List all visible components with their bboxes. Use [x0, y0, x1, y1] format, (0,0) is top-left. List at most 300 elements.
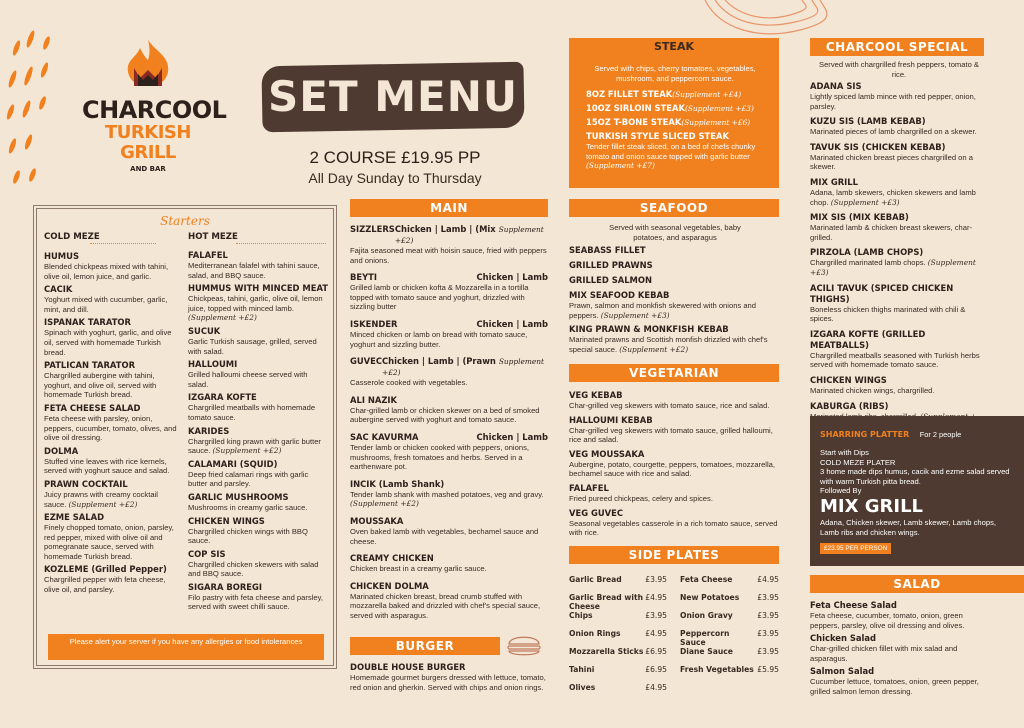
- item-desc-text: Marinated prawns and Scottish monfish drizzled with chef's special sauce.: [569, 335, 768, 354]
- item-options-text: Chicken | Lamb: [476, 272, 548, 283]
- item-name: GRILLED SALMON: [569, 275, 653, 285]
- item-desc-text: Lightly spiced lamb mince with red pepper, onion, parsley.: [810, 92, 976, 111]
- menu-item: [810, 600, 980, 630]
- item-desc: [350, 564, 548, 574]
- item-desc-text: Cucumber lettuce, tomatoes, onion, green pepper, grilled salmon lemon dressing.: [810, 677, 979, 696]
- menu-item: [188, 549, 328, 579]
- item-desc: [569, 335, 779, 354]
- menu-item: [188, 582, 328, 612]
- item-desc: [188, 370, 328, 389]
- item-name: 15OZ T-BONE STEAK: [586, 117, 682, 127]
- vegetarian-list: [569, 390, 779, 542]
- item-desc: [569, 426, 779, 445]
- cold-divider: [90, 243, 156, 244]
- item-name: SAC KAVURMA: [350, 431, 419, 442]
- item-name: HUMMUS WITH MINCED MEAT: [188, 283, 329, 294]
- menu-item: [350, 432, 548, 472]
- burger-heading: BURGER: [350, 637, 500, 655]
- item-name: IZGARA KOFTE: [188, 392, 257, 403]
- sharing-line-2: COLD MEZE PLATER: [820, 457, 896, 467]
- item-desc-text: Boneless chicken thighs marinated with chili & spices.: [810, 304, 966, 324]
- item-options: [382, 356, 548, 378]
- salad-heading: SALAD: [810, 575, 1024, 593]
- item-desc: [350, 406, 548, 425]
- menu-item: [569, 324, 779, 354]
- item-desc: [44, 371, 180, 400]
- item-name: CACIK: [44, 284, 73, 295]
- menu-item: [810, 81, 984, 111]
- item-desc-text: Tender lamb shank with mashed potatoes, veg and gravy.: [350, 489, 544, 499]
- menu-item: [810, 329, 984, 370]
- sharing-title: SHARRING PLATTER: [820, 430, 910, 439]
- item-desc-text: Yoghurt mixed with cucumber, garlic, mint, and dill.: [44, 295, 168, 314]
- price-line: 2 COURSE £19.95 PP: [309, 148, 481, 167]
- item-desc: [44, 457, 180, 476]
- menu-item: [569, 260, 779, 271]
- supplement: (Supplement +£2): [350, 499, 419, 509]
- item-desc: [810, 188, 984, 207]
- menu-item: [586, 103, 776, 114]
- item-name: Feta Cheese Salad: [810, 600, 897, 610]
- side-plate-name: Garlic Bread with Cheese: [569, 593, 643, 611]
- side-plate-price: £4.95: [645, 593, 667, 602]
- supplement: (Supplement +£2): [68, 499, 138, 509]
- side-plate-price: £4.95: [645, 629, 667, 638]
- item-desc-text: Seasonal vegetables casserole in a rich tomato sauce, served with rice.: [569, 518, 778, 538]
- item-name: INCIK (Lamb Shank): [350, 478, 445, 489]
- side-plate-row: [680, 593, 779, 611]
- side-plate-name: Peppercorn Sauce: [680, 629, 730, 647]
- item-name: FALAFEL: [569, 482, 609, 493]
- side-plate-name: Feta Cheese: [680, 575, 733, 584]
- menu-item: [569, 449, 779, 479]
- menu-item: [44, 564, 180, 594]
- item-name: GARLIC MUSHROOMS: [188, 491, 289, 502]
- item-desc-text: Filo pastry with feta cheese and parsley, served with sweet chilli sauce.: [188, 592, 323, 612]
- menu-item: [569, 290, 779, 320]
- burger-desc: Homemade gourmet burgers dressed with lettuce, tomato, red onion and gherkin. Served with chips and onion rings.: [350, 673, 546, 692]
- item-desc: [44, 414, 180, 443]
- side-plate-price: £6.95: [645, 647, 667, 656]
- item-desc: [188, 593, 328, 612]
- item-options: [476, 319, 548, 330]
- item-name: SUCUK: [188, 325, 221, 336]
- menu-item: [810, 116, 984, 137]
- item-name: VEG GUVEC: [569, 507, 624, 518]
- side-plate-name: Mozzarella Sticks: [569, 647, 644, 656]
- side-plate-row: [569, 647, 667, 665]
- supplement: (Supplement +£2): [212, 446, 282, 456]
- menu-item: [569, 390, 779, 411]
- item-name: KABURGA (RIBS): [810, 400, 889, 411]
- item-name: CHICKEN WINGS: [188, 515, 265, 526]
- item-desc-text: Char-grilled veg skewers with tomato sauce, grilled halloumi, rice and salad.: [569, 425, 773, 445]
- item-name: HUMUS: [44, 251, 79, 261]
- side-plate-price: £5.95: [757, 665, 779, 674]
- item-name: TAVUK SIS (CHICKEN KEBAB): [810, 141, 946, 152]
- menu-item: [810, 375, 984, 396]
- charcool-special-list: [810, 81, 984, 436]
- item-name: MIX SEAFOOD KEBAB: [569, 290, 670, 300]
- item-name: PATLICAN TARATOR: [44, 360, 136, 371]
- item-name: ALI NAZIK: [350, 394, 398, 405]
- item-desc-text: Char-grilled lamb or chicken skewer on a bed of smoked aubergine served with yoghurt and tomato sauce.: [350, 405, 540, 425]
- item-desc-text: Chargrilled king prawn with garlic butter sauce.: [188, 436, 321, 456]
- allergy-text: Please alert your server if you have any allergies or food intolerances: [69, 637, 303, 646]
- item-name: DOLMA: [44, 445, 79, 456]
- item-desc: [44, 328, 180, 357]
- item-desc-text: Mediterranean falafel with tahini sauce, salad, and BBQ sauce.: [188, 261, 320, 280]
- item-desc-text: Chicken breast in a creamy garlic sauce.: [350, 564, 487, 574]
- item-name: PRAWN COCKTAIL: [44, 478, 128, 489]
- item-desc: [44, 575, 180, 594]
- item-name: Salmon Salad: [810, 666, 875, 677]
- item-desc-text: Aubergine, potato, courgette, peppers, tomatoes, mozzarella, bechamel sauce with rice and salad.: [569, 459, 775, 479]
- item-desc: [350, 246, 548, 265]
- item-options: [476, 432, 548, 443]
- side-plate-name: Olives: [569, 683, 596, 692]
- item-desc: [188, 403, 328, 422]
- item-desc-text: Char-grilled chicken fillet with mix salad and asparagus.: [810, 644, 958, 663]
- item-desc-text: Marinated chicken wings, chargrilled.: [810, 385, 935, 395]
- item-name: KUZU SIS (LAMB KEBAB): [810, 116, 926, 127]
- menu-item: [810, 633, 980, 663]
- item-desc: [350, 330, 548, 349]
- menu-item: [188, 283, 328, 323]
- logo-sub: TURKISH GRILL: [105, 122, 191, 163]
- side-plate-price: £3.95: [757, 647, 779, 656]
- item-desc-text: Marinated chicken breast pieces chargrilled on a skewer.: [810, 152, 973, 172]
- side-plate-price: £6.95: [645, 665, 667, 674]
- item-desc-text: Chargrilled pepper with feta cheese, olive oil, and parsley.: [44, 575, 166, 595]
- item-desc-text: Fried pureed chickpeas, celery and spices.: [569, 493, 713, 503]
- supplement: (Supplement +£3): [600, 310, 670, 320]
- flame-icon: [118, 38, 178, 92]
- sharing-line-4: Followed By: [820, 486, 862, 496]
- menu-item: [569, 415, 779, 445]
- item-name: SIGARA BOREGI: [188, 581, 263, 592]
- item-desc: [810, 127, 984, 137]
- side-plate-row: [569, 575, 667, 593]
- item-desc-text: Grilled lamb or chicken kofta & Mozzarella in a tortilla topped with tomato sauce and yoghurt, drizzled with sizzling butter: [350, 283, 529, 312]
- item-name: KING PRAWN & MONKFISH KEBAB: [569, 324, 729, 335]
- supplement: (Supplement +£4): [672, 90, 742, 99]
- steak-list: [586, 89, 776, 174]
- item-desc: [350, 592, 548, 621]
- item-name: 8OZ FILLET STEAK: [586, 89, 673, 99]
- item-desc: [44, 523, 180, 561]
- menu-item: [350, 479, 548, 509]
- item-desc-text: Casserole cooked with vegetables.: [350, 378, 468, 388]
- item-desc-text: Deep fried calamari rings with garlic butter and parsley.: [188, 469, 309, 489]
- side-plate-price: £3.95: [757, 629, 779, 638]
- item-desc-text: Tender lamb or chicken cooked with peppers, onions, mushrooms, fresh tomatoes and herbs. Served in a earthenware pot.: [350, 442, 529, 472]
- item-desc-text: Juicy prawns with creamy cocktail sauce.: [44, 489, 158, 509]
- item-name: EZME SALAD: [44, 512, 105, 523]
- item-desc: [586, 142, 776, 171]
- menu-item: [188, 326, 328, 356]
- menu-item: [188, 492, 328, 513]
- item-desc-text: Chargrilled chicken skewers with salad and BBQ sauce.: [188, 559, 319, 579]
- item-name: SEABASS FILLET: [569, 245, 646, 255]
- item-desc-text: Chargrilled marinated lamb chops.: [810, 258, 926, 268]
- steak-heading: STEAK: [654, 40, 694, 53]
- menu-item: [188, 426, 328, 456]
- page-title: SET MENU: [268, 72, 518, 121]
- item-desc: [188, 437, 328, 456]
- menu-item: [44, 360, 180, 400]
- item-desc-text: Blended chickpeas mixed with tahini, olive oil, lemon juice, and garlic.: [44, 262, 169, 281]
- salad-list: [810, 600, 980, 700]
- menu-item: [188, 392, 328, 422]
- menu-item: [569, 275, 779, 286]
- menu-item: [350, 224, 548, 265]
- menu-item: [810, 283, 984, 324]
- menu-item: [350, 319, 548, 349]
- side-plate-name: Diane Sauce: [680, 647, 733, 656]
- menu-item: [810, 142, 984, 172]
- side-plate-name: Onion Rings: [569, 629, 621, 638]
- item-name: TURKISH STYLE SLICED STEAK: [586, 131, 729, 141]
- side-plate-price: £4.95: [757, 575, 779, 584]
- side-plates-left: [569, 575, 667, 701]
- item-name: CREAMY CHICKEN: [350, 553, 434, 564]
- main-list: [350, 224, 548, 627]
- side-plates-right: [680, 575, 779, 683]
- item-desc: [188, 337, 328, 356]
- item-desc-text: Marinated pieces of lamb chargrilled on a skewer.: [810, 127, 977, 137]
- item-name: FETA CHEESE SALAD: [44, 402, 141, 413]
- menu-item: [44, 317, 180, 357]
- item-desc-text: Finely chopped tomato, onion, parsley, red pepper, mixed with olive oil and pomegranate sauce, served with homemade Turkish bread.: [44, 523, 174, 561]
- logo-name: CHARCOOL: [82, 96, 227, 124]
- sharing-line-1: Start with Dips: [820, 448, 869, 457]
- supplement: (Supplement +£3): [810, 258, 976, 277]
- item-options-text: Chicken | Lamb: [476, 318, 548, 329]
- item-desc-text: Prawn, salmon and monkfish skewered with onions and peppers.: [569, 301, 756, 320]
- item-name: Chicken Salad: [810, 633, 877, 644]
- menu-item: [44, 284, 180, 314]
- menu-item: [188, 516, 328, 546]
- burger-item: [350, 662, 548, 692]
- menu-item: [44, 446, 180, 476]
- menu-item: [44, 512, 180, 561]
- item-desc-text: Chargrilled meatballs seasoned with Turkish herbs served with homemade tomato sauce.: [810, 350, 980, 370]
- item-desc: [810, 258, 984, 277]
- item-name: VEG KEBAB: [569, 390, 623, 400]
- item-desc-text: Feta cheese with parsley, onion, peppers, cucumber, tomato, olives, and olive oil dressing.: [44, 413, 177, 443]
- item-desc-text: Fajita seasoned meat with hoisin sauce, fried with peppers and onions.: [350, 246, 547, 265]
- supplement: (Supplement +£7): [586, 161, 655, 171]
- item-desc: [350, 527, 548, 546]
- sharing-for: For 2 people: [919, 430, 962, 439]
- item-desc: [188, 503, 328, 513]
- item-name: VEG MOUSSAKA: [569, 448, 645, 459]
- item-desc: [188, 527, 328, 546]
- menu-item: [569, 245, 779, 256]
- side-plate-row: [569, 611, 667, 629]
- item-desc-text: Minced chicken or lamb on bread with tomato sauce, yoghurt and sizzling butter.: [350, 329, 528, 349]
- seafood-list: [569, 245, 779, 358]
- side-plate-row: [569, 593, 667, 611]
- item-desc: [569, 519, 779, 538]
- menu-item: [810, 666, 980, 696]
- side-plate-name: Chips: [569, 611, 593, 620]
- steak-intro: Served with chips, cherry tomatoes, vegetables, mushroom, and peppercorn sauce.: [594, 64, 756, 83]
- menu-item: [350, 553, 548, 574]
- menu-item: [44, 479, 180, 509]
- item-desc-text: Feta cheese, cucumber, tomato, onion, green peppers, parsley, olive oil dressing and olives.: [810, 611, 965, 630]
- charcool-special-intro: Served with chargrilled fresh peppers, tomato & rice.: [819, 60, 979, 79]
- menu-item: [188, 250, 328, 280]
- side-plate-name: Onion Gravy: [680, 611, 733, 620]
- item-desc: [569, 301, 779, 320]
- side-plate-price: £4.95: [645, 683, 667, 692]
- item-name: GUVEC: [350, 356, 383, 367]
- menu-item: [350, 395, 548, 425]
- item-desc-text: Char-grilled veg skewers with tomato sauce, rice and salad.: [569, 401, 770, 410]
- supplement: Supplement +£2): [394, 225, 544, 245]
- hot-divider: [236, 243, 326, 244]
- item-desc: [350, 283, 548, 312]
- item-desc: [810, 153, 984, 172]
- item-name: CHICKEN WINGS: [810, 374, 887, 385]
- item-name: ISKENDER: [350, 318, 398, 329]
- item-desc-text: Garlic Turkish sausage, grilled, served with salad.: [188, 336, 317, 356]
- item-desc-text: Chargrilled meatballs with homemade tomato sauce.: [188, 403, 316, 422]
- menu-item: [586, 89, 776, 100]
- item-desc: [350, 378, 548, 388]
- item-desc: [44, 295, 180, 314]
- item-desc: [810, 92, 984, 111]
- item-name: CHICKEN DOLMA: [350, 580, 429, 591]
- item-name: KOZLEME (Grilled Pepper): [44, 564, 167, 575]
- menu-item: [569, 508, 779, 538]
- item-name: GRILLED PRAWNS: [569, 260, 653, 270]
- item-desc: [810, 386, 984, 396]
- side-plate-name: Tahini: [569, 665, 595, 674]
- item-name: ADANA SIS: [810, 81, 862, 91]
- sharing-price: £23.95 PER PERSON: [820, 543, 891, 554]
- item-desc-text: Chargrilled chicken wings with BBQ sauce.: [188, 526, 308, 546]
- supplement: (Supplement +£2): [188, 313, 257, 323]
- logo: [82, 38, 227, 175]
- menu-item: [586, 131, 776, 171]
- item-name: BEYTI: [350, 272, 377, 283]
- days-line: All Day Sunday to Thursday: [308, 170, 482, 186]
- item-desc-text: Tender fillet steak sliced, on a bed of chefs chunky tomato and onion sauce topped with garlic butter: [586, 142, 756, 161]
- burger-name: DOUBLE HOUSE BURGER: [350, 662, 466, 672]
- item-name: FALAFEL: [188, 250, 228, 260]
- side-plate-name: New Potatoes: [680, 593, 740, 602]
- allergy-notice: [48, 634, 324, 660]
- side-plate-row: [680, 611, 779, 629]
- sharing-line-3: 3 home made dips humus, cacik and ezme salad served with warm Turkish pitta bread.: [820, 467, 1010, 486]
- item-name: ISPANAK TARATOR: [44, 317, 131, 328]
- side-plate-price: £3.95: [757, 593, 779, 602]
- menu-item: [810, 247, 984, 277]
- item-name: 10OZ SIRLOIN STEAK: [586, 103, 685, 113]
- side-plate-row: [680, 575, 779, 593]
- item-desc-text: Adana, lamb skewers, chicken skewers and lamb chop.: [810, 187, 976, 207]
- side-plate-price: £3.95: [645, 611, 667, 620]
- item-desc: [188, 261, 328, 280]
- item-name: HALLOUMI: [188, 359, 238, 370]
- menu-item: [44, 403, 180, 443]
- side-plate-row: [680, 629, 779, 647]
- supplement: Supplement +£2): [382, 357, 544, 378]
- menu-item: [569, 483, 779, 504]
- cold-meze-list: [44, 251, 180, 598]
- seafood-intro: Served with seasonal vegetables, baby potatoes, and asparagus: [609, 223, 741, 242]
- item-desc: [44, 490, 180, 509]
- main-heading: MAIN: [350, 199, 548, 217]
- supplement: (Supplement +£3): [685, 104, 754, 113]
- supplement: (Supplement +£3): [830, 197, 900, 207]
- item-desc-text: Oven baked lamb with vegetables, bechamel sauce and cheese.: [350, 526, 539, 546]
- starters-heading: Starters: [160, 214, 210, 228]
- menu-item: [350, 516, 548, 546]
- side-plate-price: £3.95: [757, 611, 779, 620]
- seafood-heading: SEAFOOD: [569, 199, 779, 217]
- menu-item: [350, 272, 548, 312]
- item-options-text: Chicken | Lamb: [476, 431, 548, 442]
- sharing-line-5: Adana, Chicken skewer, Lamb skewer, Lamb chops, Lamb ribs and chicken wings.: [820, 517, 997, 537]
- item-desc-text: Chickpeas, tahini, garlic, olive oil, lemon juice, topped with minced lamb.: [188, 294, 323, 313]
- item-desc-text: Mushrooms in creamy garlic sauce.: [188, 502, 308, 512]
- item-name: PIRZOLA (LAMB CHOPS): [810, 247, 924, 258]
- item-desc: [569, 401, 779, 411]
- item-desc: [810, 677, 980, 696]
- side-plate-name: Fresh Vegetables: [680, 665, 754, 674]
- item-options: [395, 224, 548, 246]
- side-plate-name: Garlic Bread: [569, 575, 622, 584]
- menu-item: [44, 251, 180, 281]
- item-desc: [810, 223, 984, 242]
- side-plates-heading: SIDE PLATES: [569, 546, 779, 564]
- item-desc: [188, 294, 328, 323]
- cold-meze-heading: COLD MEZE: [44, 232, 100, 242]
- item-desc-text: Stuffed vine leaves with rice kernels, served with yoghurt sauce and salad.: [44, 456, 170, 476]
- vegetarian-heading: VEGETARIAN: [569, 364, 779, 382]
- item-options-text: Chicken | Lamb | (Mix: [394, 224, 496, 234]
- item-name: MIX SIS (MIX KEBAB): [810, 212, 909, 223]
- item-desc: [44, 262, 180, 281]
- sharing-big: MIX GRILL: [820, 495, 924, 517]
- side-plate-price: £3.95: [645, 575, 667, 584]
- menu-item: [350, 581, 548, 621]
- item-desc-text: Marinated lamb & chicken breast skewers, char-grilled.: [810, 223, 973, 242]
- side-plate-row: [569, 629, 667, 647]
- item-desc-text: Grilled halloumi cheese served with salad.: [188, 370, 308, 389]
- item-desc: [569, 494, 779, 504]
- logo-and: AND BAR: [130, 165, 166, 173]
- side-plate-row: [569, 665, 667, 683]
- hot-meze-list: [188, 250, 328, 615]
- item-name: ACILI TAVUK (SPICED CHICKEN THIGHS): [810, 282, 954, 304]
- supplement: (Supplement +£2): [619, 344, 689, 354]
- item-desc-text: Marinated chicken breast, bread crumb stuffed with mozzarella baked and drizzled with chef's special sauce, served with asparagus.: [350, 591, 541, 620]
- item-name: MOUSSAKA: [350, 515, 404, 526]
- side-plate-row: [569, 683, 667, 701]
- item-options: [476, 272, 548, 283]
- menu-item: [586, 117, 776, 128]
- sharing-platter-box: [810, 416, 1024, 566]
- item-desc: [350, 490, 548, 509]
- menu-item: [350, 356, 548, 388]
- side-plate-row: [680, 665, 779, 683]
- item-name: MIX GRILL: [810, 176, 858, 187]
